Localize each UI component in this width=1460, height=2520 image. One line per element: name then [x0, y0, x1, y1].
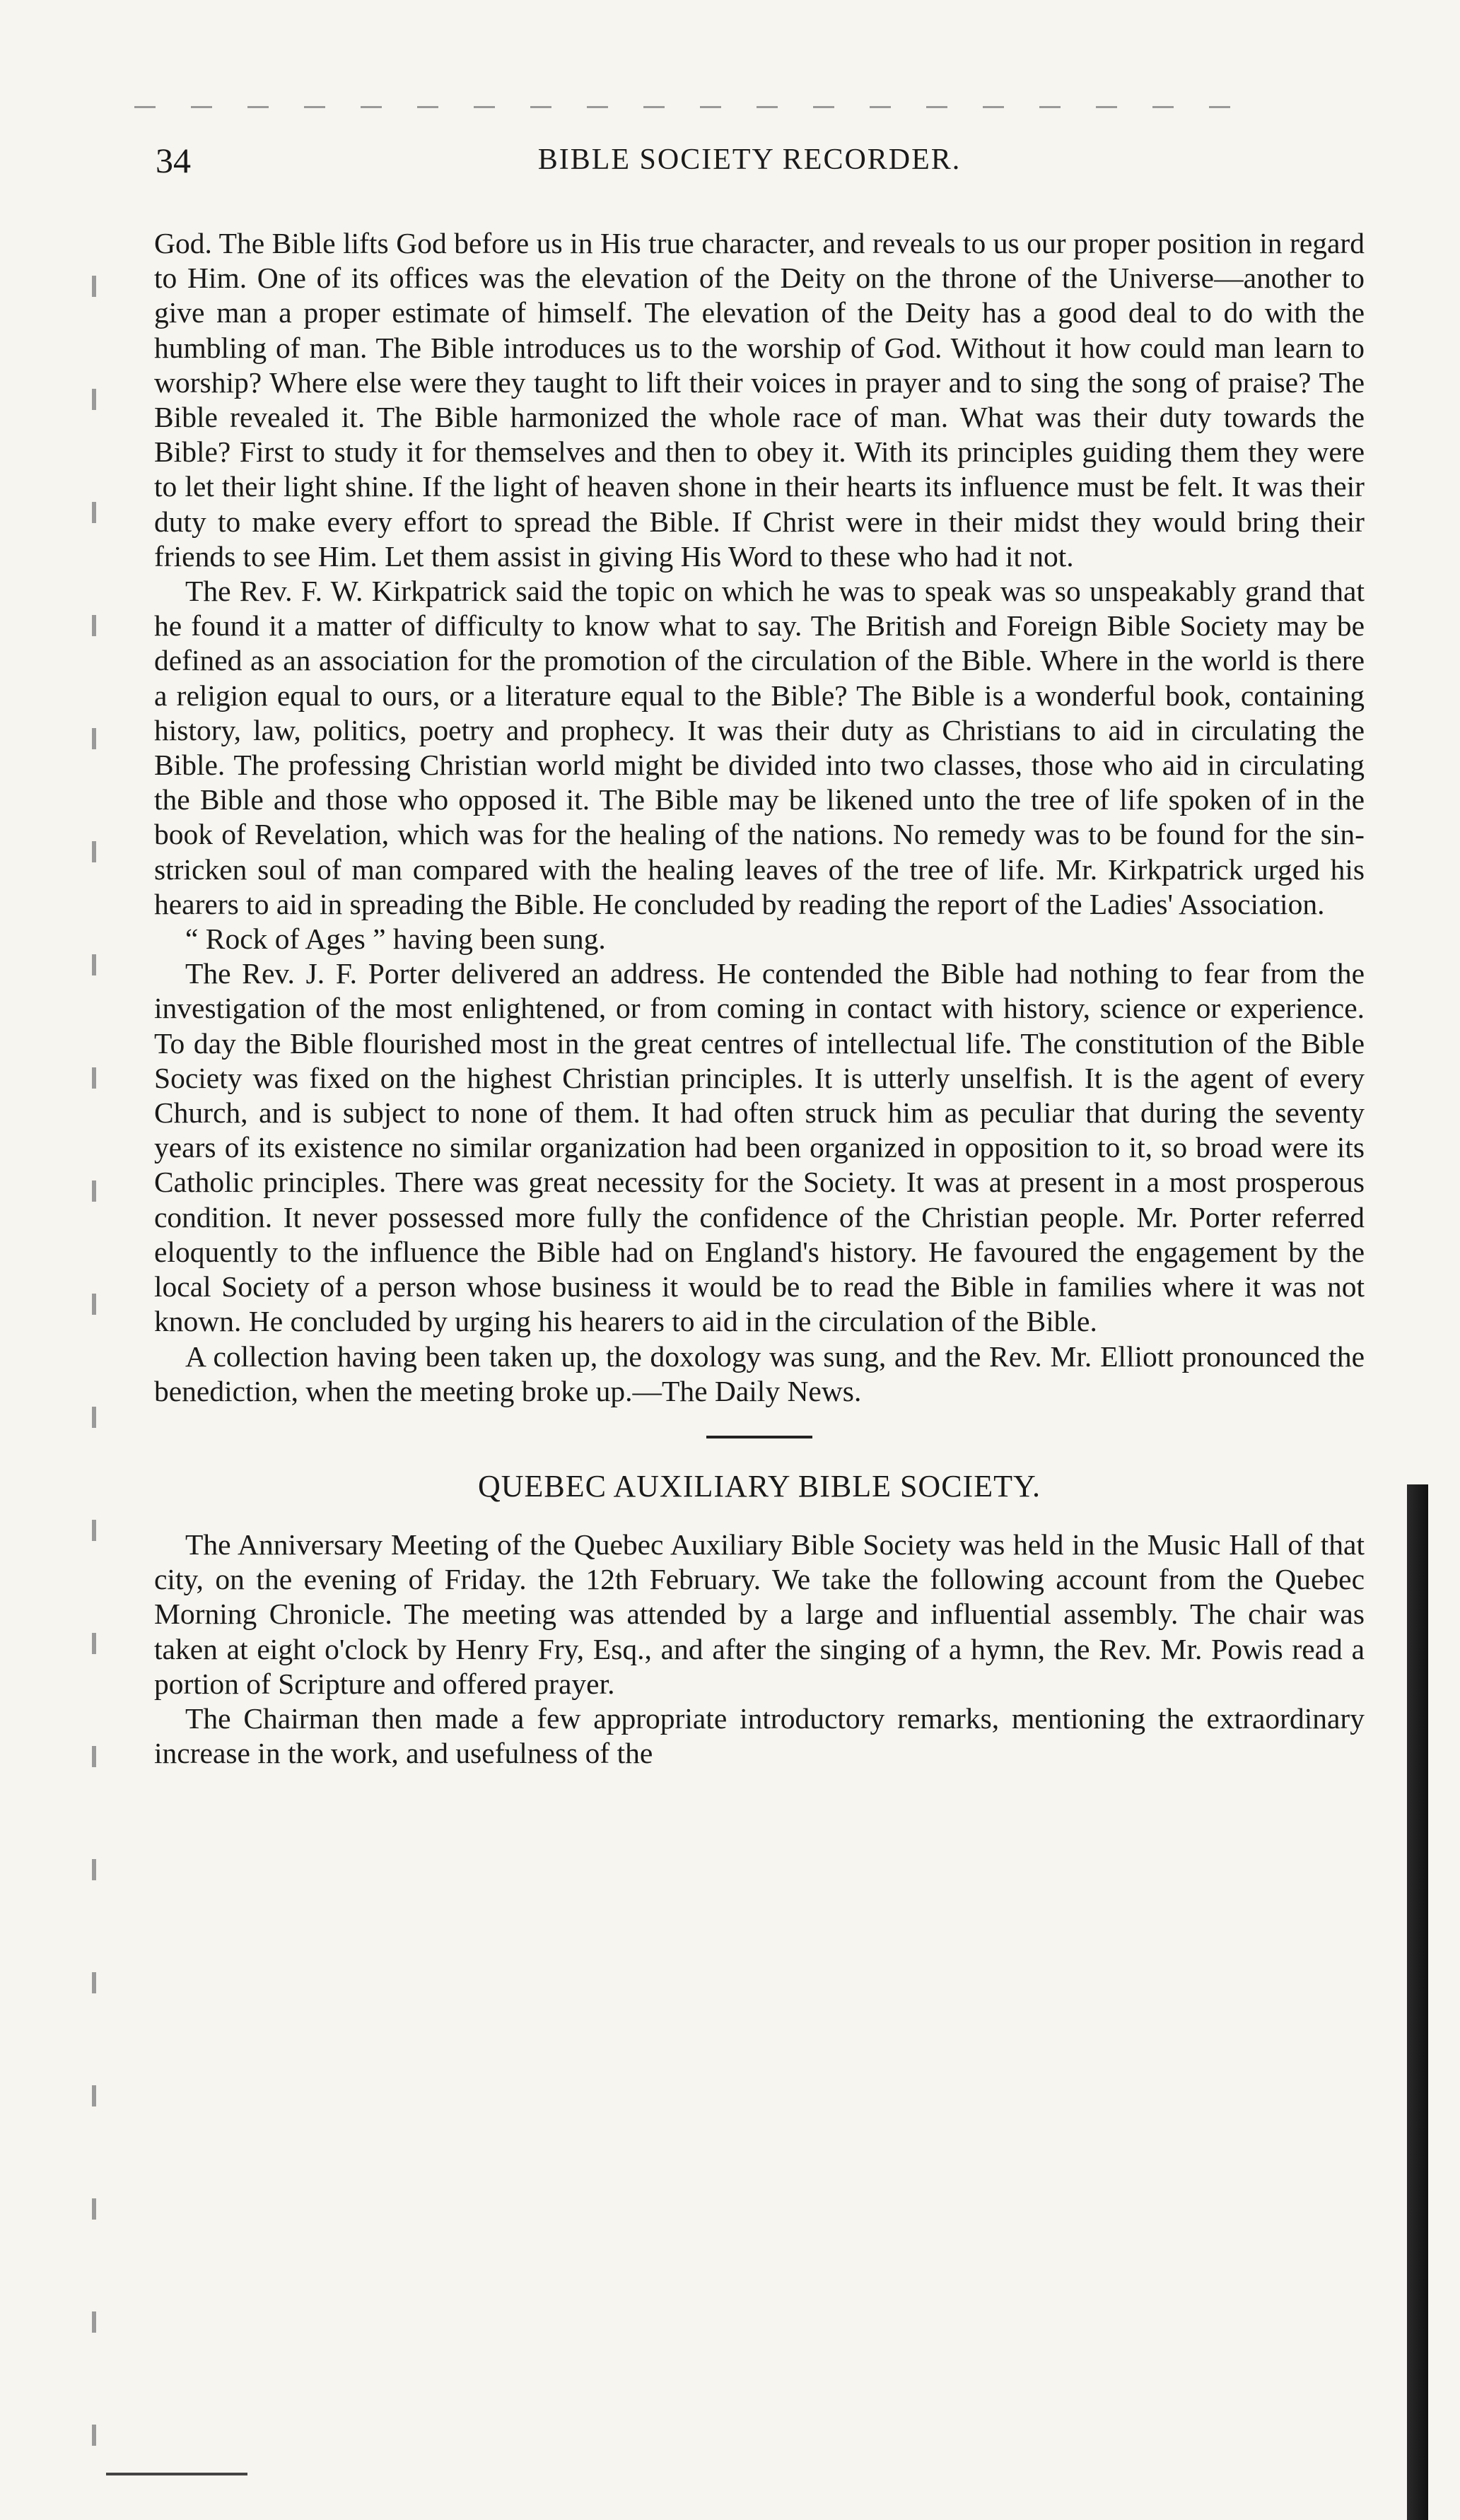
- running-title: BIBLE SOCIETY RECORDER.: [537, 143, 962, 176]
- paragraph: The Chairman then made a few appropriate introductory remarks, mentioning the extraordinary increase in the work, and usefulness of the: [154, 1701, 1365, 1770]
- scan-artifact-top: [134, 106, 1266, 108]
- section-heading: QUEBEC AUXILIARY BIBLE SOCIETY.: [477, 1468, 1041, 1504]
- paragraph: A collection having been taken up, the doxology was sung, and the Rev. Mr. Elliott pronounced the benediction, when the meeting broke up.—The Daily News.: [154, 1340, 1365, 1407]
- page-number: 34: [156, 141, 191, 180]
- scan-artifact-left-margin: [92, 233, 96, 2460]
- paragraph: The Rev. F. W. Kirkpatrick said the topic on which he was to speak was so unspeakably grand that he found it a matter of difficulty to know what to say. The British and Foreign Bible Society may be defined as an association for the promotion of the circulation of the Bible. Where in the world is there a religion equal to ours, or a literature equal to the Bible? The Bible is a wonderful book, containing history, law, politics, poetry and prophecy. It was their duty as Christians to aid in circulating the Bible. The professing Christian world might be divided into two classes, those who aid in circulating the Bible and those who opposed it. The Bible may be likened unto the tree of life spoken of in the book of Revelation, which was for the healing of the nations. No remedy was to be found for the sin-stricken soul of man compared with the healing leaves of the tree of life. Mr. Kirkpatrick urged his hearers to aid in spreading the Bible. He concluded by reading the report of the Ladies' Association.: [154, 575, 1365, 920]
- article-body: [154, 226, 1365, 1771]
- paragraph: “ Rock of Ages ” having been sung.: [185, 922, 606, 956]
- scan-artifact-bottom: [106, 2473, 247, 2475]
- scan-artifact-right-edge: [1407, 1484, 1428, 2520]
- paragraph: The Rev. J. F. Porter delivered an address. He contended the Bible had nothing to fear from the investigation of the most enlightened, or from coming in contact with history, science or experience. To day the Bible flourished most in the great centres of intellectual life. The constitution of the Bible Society was fixed on the highest Christian principles. It is utterly unselfish. It is the agent of every Church, and is subject to none of them. It had often struck him as peculiar that during the seventy years of its existence no similar organization had been organized in opposition to it, so broad were its Catholic principles. There was great necessity for the Society. It was at present in a most prosperous condition. It never possessed more fully the confidence of the Christian people. Mr. Porter referred eloquently to the influence the Bible had on England's history. He favoured the engagement by the local Society of a person whose business it would be to read the Bible in families where it was not known. He concluded by urging his hearers to aid in the circulation of the Bible.: [154, 957, 1365, 1338]
- paragraph: The Anniversary Meeting of the Quebec Auxiliary Bible Society was held in the Music Hall of that city, on the evening of Friday. the 12th February. We take the following account from the Quebec Morning Chronicle. The meeting was attended by a large and influential assembly. The chair was taken at eight o'clock by Henry Fry, Esq., and after the singing of a hymn, the Rev. Mr. Powis read a portion of Scripture and offered prayer.: [154, 1528, 1365, 1700]
- paragraph: God. The Bible lifts God before us in His true character, and reveals to us our proper position in regard to Him. One of its offices was the elevation of the Deity on the throne of the Universe—another to give man a proper estimate of himself. The elevation of the Deity has a good deal to do with the humbling of man. The Bible introduces us to the worship of God. Without it how could man learn to worship? Where else were they taught to lift their voices in prayer and to sing the song of praise? The Bible revealed it. The Bible harmonized the whole race of man. What was their duty towards the Bible? First to study it for themselves and then to obey it. With its principles guiding them they were to let their light shine. If the light of heaven shone in their hearts its influence must be felt. It was their duty to make every effort to spread the Bible. If Christ were in their midst they would bring their friends to see Him. Let them assist in giving His Word to these who had it not.: [154, 227, 1365, 573]
- page-header: [134, 140, 1365, 182]
- section-divider: [706, 1436, 812, 1438]
